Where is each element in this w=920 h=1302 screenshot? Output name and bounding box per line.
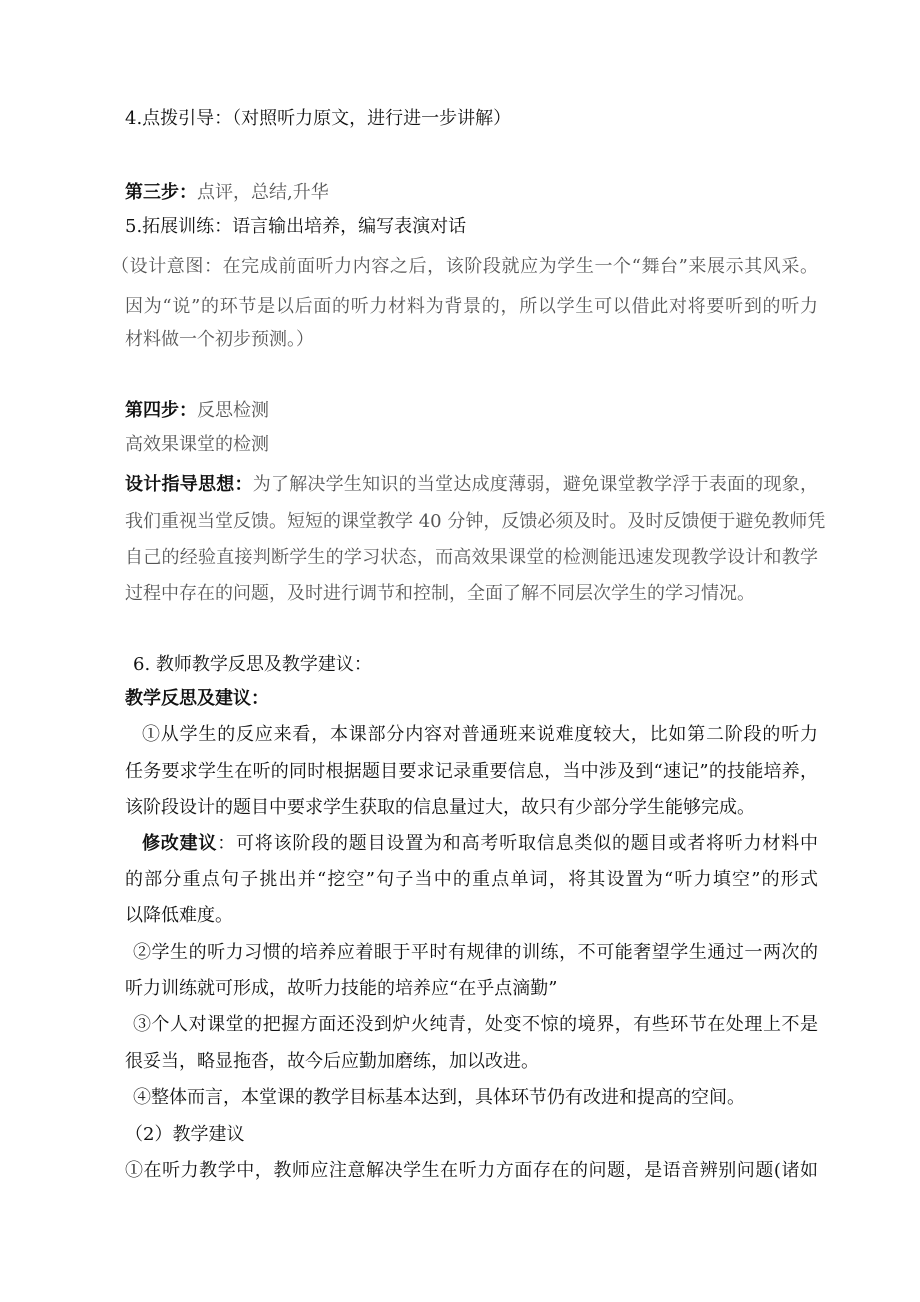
- modify-line-1: [142, 831, 818, 857]
- reflection-3-line-1: ③个人对课堂的把握方面还没到炉火纯青，处变不惊的境界，有些环节在处理上不是: [133, 1014, 818, 1035]
- step-3-text: 点评，总结,升华: [197, 182, 329, 203]
- guiding-line-3: 自己的经验直接判断学生的学习状态，而高效果课堂的检测能迅速发现教学设计和教学: [125, 547, 818, 568]
- item-4-guidance: 4.点拨引导：（对照听力原文，进行进一步讲解）: [125, 108, 512, 129]
- reflection-1-line-3: 该阶段设计的题目中要求学生获取的信息量过大，故只有少部分学生能够完成。: [125, 797, 755, 818]
- step-4-heading: 第四步：: [125, 400, 197, 421]
- step-3-line: [125, 180, 329, 206]
- design-intent-line-3: 材料做一个初步预测。）: [125, 329, 314, 350]
- suggestion-1-line-1: ①在听力教学中，教师应注意解决学生在听力方面存在的问题，是语音辨别问题(诸如: [125, 1160, 818, 1181]
- step-4-line: [125, 398, 269, 424]
- reflection-2-line-1: ②学生的听力习惯的培养应着眼于平时有规律的训练，不可能奢望学生通过一两次的: [133, 942, 818, 963]
- design-intent-line-1: （设计意图：在完成前面听力内容之后，该阶段就应为学生一个“舞台”来展示其风采。: [111, 256, 818, 277]
- modify-line-2: 的部分重点句子挑出并“挖空”句子当中的重点单词，将其设置为“听力填空”的形式: [125, 869, 818, 890]
- reflection-2-line-2: 听力训练就可形成，故听力技能的培养应“在乎点滴勤”: [125, 978, 558, 999]
- item-5-training: 5.拓展训练：语言输出培养，编写表演对话: [125, 216, 467, 237]
- reflection-1-line-1: ①从学生的反应来看，本课部分内容对普通班来说难度较大，比如第二阶段的听力: [142, 724, 818, 745]
- step-4-text: 反思检测: [197, 400, 269, 421]
- item-6-reflection: 6. 教师教学反思及教学建议：: [133, 654, 372, 675]
- reflection-heading: 教学反思及建议：: [125, 688, 269, 709]
- guiding-heading: 设计指导思想：: [125, 474, 253, 495]
- guiding-line-1: [125, 472, 818, 498]
- guiding-text-1: 为了解决学生知识的当堂达成度薄弱，避免课堂教学浮于表面的现象，: [252, 474, 818, 495]
- step-4-subtitle: 高效果课堂的检测: [125, 434, 269, 455]
- reflection-4: ④整体而言，本堂课的教学目标基本达到，具体环节仍有改进和提高的空间。: [133, 1087, 745, 1108]
- modify-text-1: ：可将该阶段的题目设置为和高考听取信息类似的题目或者将听力材料中: [217, 833, 818, 854]
- modify-heading: 修改建议: [142, 833, 218, 854]
- reflection-3-line-2: 很妥当，略显拖沓，故今后应勤加磨练，加以改进。: [125, 1051, 539, 1072]
- reflection-1-line-2: 任务要求学生在听的同时根据题目要求记录重要信息，当中涉及到“速记”的技能培养，: [125, 761, 818, 782]
- suggestion-heading: （2）教学建议: [125, 1124, 245, 1145]
- step-3-heading: 第三步：: [125, 182, 197, 203]
- guiding-line-4: 过程中存在的问题，及时进行调节和控制，全面了解不同层次学生的学习情况。: [125, 583, 755, 604]
- design-intent-line-2: 因为“说”的环节是以后面的听力材料为背景的，所以学生可以借此对将要听到的听力: [125, 296, 818, 317]
- modify-line-3: 以降低难度。: [125, 905, 233, 926]
- guiding-line-2: 我们重视当堂反馈。短短的课堂教学 40 分钟，反馈必须及时。及时反馈便于避免教师凭: [125, 511, 826, 532]
